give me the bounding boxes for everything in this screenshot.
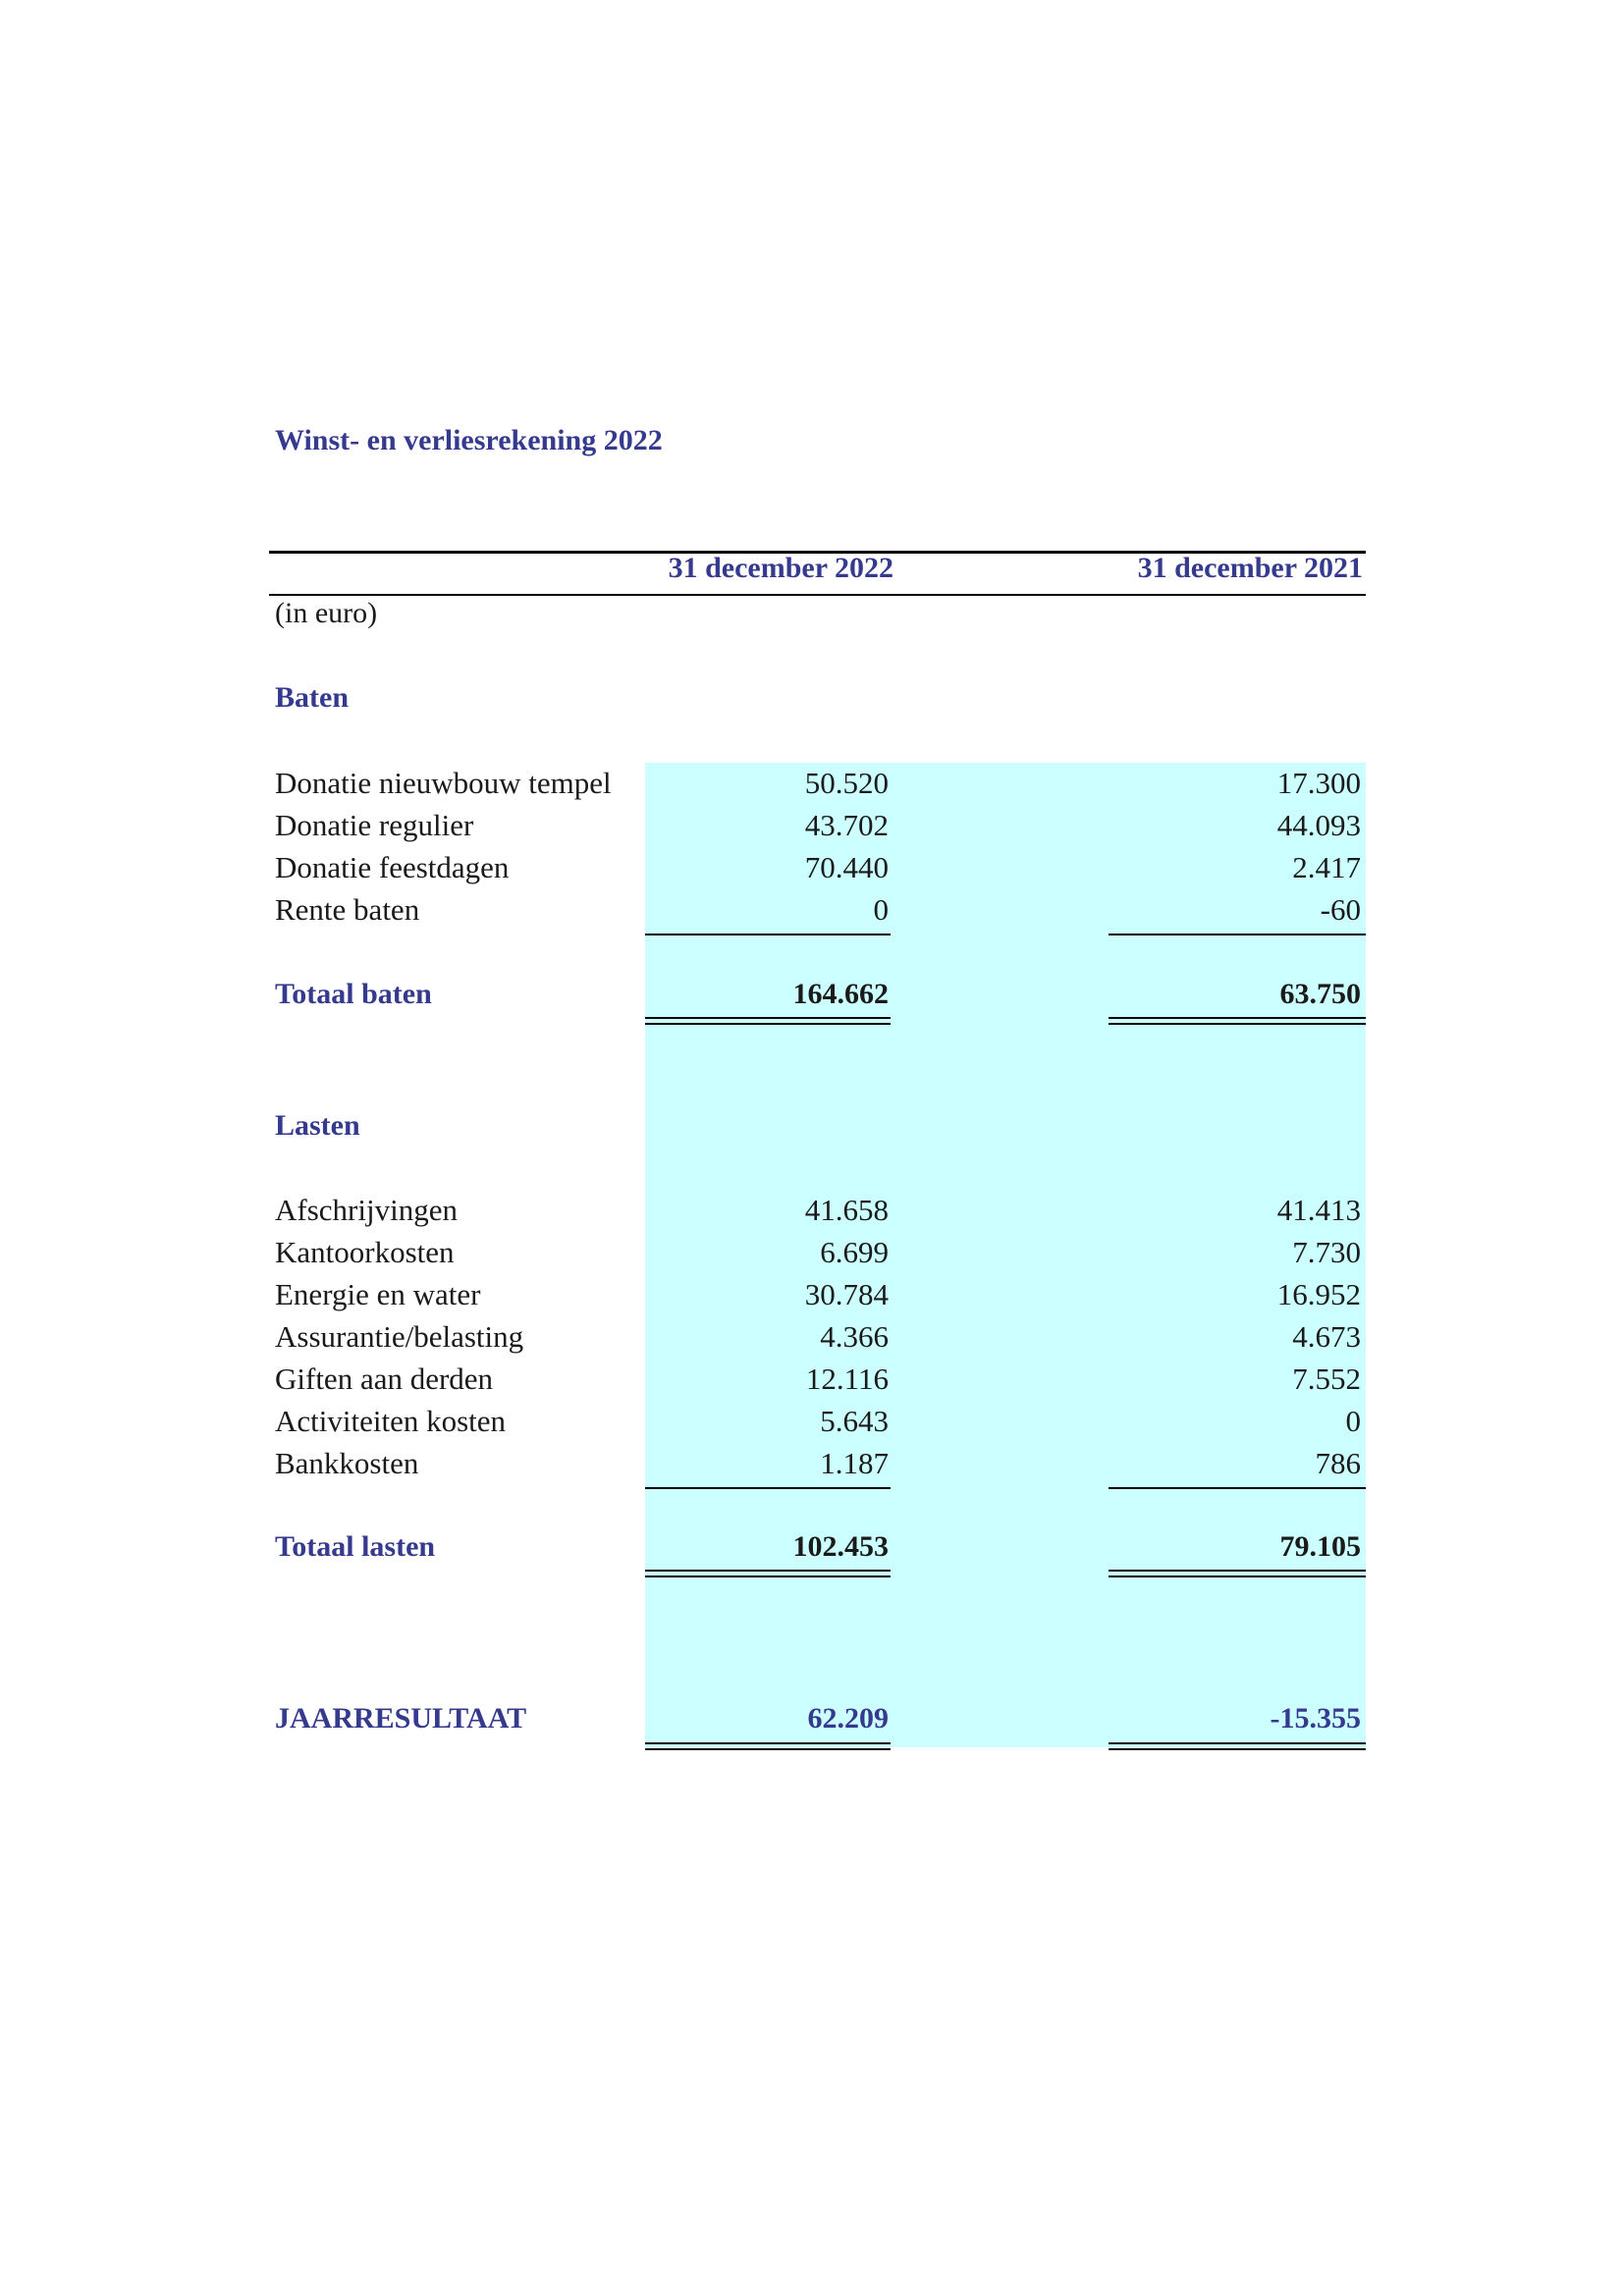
result-double-rule-2021-a	[1109, 1742, 1366, 1744]
table-row-label: Donatie nieuwbouw tempel	[275, 766, 612, 800]
subtotal-rule-2021	[1109, 1487, 1366, 1489]
total-lasten-2021: 79.105	[1279, 1530, 1361, 1563]
total-double-rule-2021-b	[1109, 1575, 1366, 1577]
result-label: JAARRESULTAAT	[275, 1702, 527, 1735]
unit-label: (in euro)	[275, 597, 378, 629]
table-cell-2022: 4.366	[820, 1319, 889, 1354]
table-cell-2021: 17.300	[1276, 766, 1361, 800]
total-double-rule-2021-a	[1109, 1570, 1366, 1572]
table-row-label: Activiteiten kosten	[275, 1404, 507, 1438]
highlight-gap-column	[891, 763, 1109, 1747]
table-row-label: Bankkosten	[275, 1446, 419, 1480]
table-row-label: Donatie regulier	[275, 808, 474, 842]
total-lasten-2022: 102.453	[792, 1530, 889, 1563]
total-lasten-label: Totaal lasten	[275, 1530, 436, 1563]
table-cell-2022: 0	[873, 892, 889, 927]
table-row-label: Donatie feestdagen	[275, 850, 510, 884]
total-baten-label: Totaal baten	[275, 978, 432, 1010]
table-row-label: Giften aan derden	[275, 1362, 494, 1396]
table-cell-2021: 16.952	[1276, 1277, 1361, 1311]
column-header-2021: 31 december 2021	[1137, 552, 1363, 584]
table-cell-2021: 41.413	[1276, 1193, 1361, 1227]
total-double-rule-2022-b	[645, 1023, 891, 1025]
table-cell-2021: 786	[1315, 1446, 1361, 1480]
subtotal-rule-2022	[645, 1487, 891, 1489]
column-header-2022: 31 december 2022	[668, 552, 893, 584]
page-title: Winst- en verliesrekening 2022	[275, 424, 663, 456]
total-double-rule-2021-a	[1109, 1017, 1366, 1019]
header-rule-bottom	[269, 594, 1366, 596]
table-row-label: Kantoorkosten	[275, 1235, 455, 1269]
table-cell-2022: 50.520	[804, 766, 889, 800]
table-cell-2022: 1.187	[820, 1446, 889, 1480]
table-cell-2021: 7.552	[1292, 1362, 1361, 1396]
section-heading-baten: Baten	[275, 681, 349, 714]
result-double-rule-2021-b	[1109, 1748, 1366, 1750]
total-double-rule-2022-a	[645, 1570, 891, 1572]
table-row-label: Assurantie/belasting	[275, 1319, 524, 1354]
table-cell-2021: 7.730	[1292, 1235, 1361, 1269]
table-row-label: Energie en water	[275, 1277, 481, 1311]
table-cell-2021: -60	[1320, 892, 1361, 927]
table-row-label: Afschrijvingen	[275, 1193, 458, 1227]
total-double-rule-2022-b	[645, 1575, 891, 1577]
table-cell-2021: 4.673	[1292, 1319, 1361, 1354]
table-cell-2022: 5.643	[820, 1404, 889, 1438]
total-double-rule-2021-b	[1109, 1023, 1366, 1025]
table-cell-2022: 41.658	[804, 1193, 889, 1227]
table-cell-2021: 44.093	[1276, 808, 1361, 842]
section-heading-lasten: Lasten	[275, 1109, 360, 1142]
table-cell-2022: 12.116	[805, 1362, 889, 1396]
table-cell-2022: 70.440	[804, 850, 889, 884]
result-2022: 62.209	[807, 1702, 889, 1735]
subtotal-rule-2021	[1109, 934, 1366, 935]
table-cell-2021: 2.417	[1292, 850, 1361, 884]
total-baten-2022: 164.662	[792, 978, 889, 1010]
table-row-label: Rente baten	[275, 892, 420, 927]
table-cell-2022: 43.702	[804, 808, 889, 842]
result-double-rule-2022-a	[645, 1742, 891, 1744]
total-baten-2021: 63.750	[1279, 978, 1361, 1010]
result-double-rule-2022-b	[645, 1748, 891, 1750]
table-cell-2022: 30.784	[804, 1277, 889, 1311]
result-2021: -15.355	[1270, 1702, 1361, 1735]
table-cell-2021: 0	[1345, 1404, 1361, 1438]
subtotal-rule-2022	[645, 934, 891, 935]
total-double-rule-2022-a	[645, 1017, 891, 1019]
table-cell-2022: 6.699	[820, 1235, 889, 1269]
